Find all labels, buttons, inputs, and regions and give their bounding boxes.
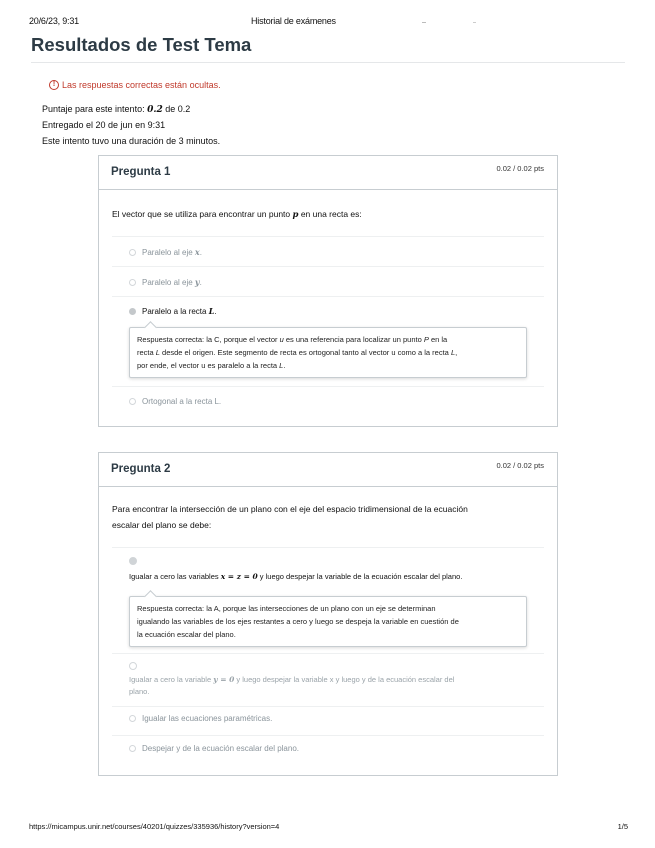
score-value: 0.2 [147, 105, 163, 115]
radio-button-selected[interactable] [129, 557, 137, 565]
answer-option[interactable] [112, 386, 544, 426]
feedback-line: por ende, el vector u es paralelo a la recta L. [137, 361, 286, 370]
feedback-line: recta L desde el origen. Este segmento de recta es ortogonal tanto al vector u como a la recta L, [137, 348, 458, 357]
answer-row [129, 744, 299, 753]
print-header [29, 16, 625, 30]
question-header [99, 453, 557, 487]
option-label: Igualar a cero la variable y = 0 y luego despejar la variable x y luego y de la ecuación escalar del plano. [129, 675, 455, 696]
question-text: El vector que se utiliza para encontrar un punto p en una recta es: [112, 209, 362, 220]
feedback-line: Respuesta correcta: la A, porque las intersecciones de un plano con un eje se determinan [137, 604, 436, 613]
radio-button[interactable] [129, 398, 136, 405]
header-mark [473, 22, 476, 23]
math-var: p [292, 210, 299, 220]
feedback-box [129, 596, 527, 647]
answer-option[interactable] [112, 236, 544, 266]
score-label: Puntaje para este intento: [42, 104, 148, 114]
option-label: Despejar y de la ecuación escalar del plano. [142, 744, 299, 753]
question-points: 0.02 / 0.02 pts [496, 461, 544, 470]
hidden-answers-notice [49, 80, 221, 90]
score-total: de 0.2 [162, 104, 191, 114]
question-title: Pregunta 1 [111, 166, 171, 178]
page-url: https://micampus.unir.net/courses/40201/quizzes/335936/history?version=4 [29, 822, 280, 831]
option-label: Paralelo al eje x. [142, 247, 202, 257]
option-label: Igualar las ecuaciones paramétricas. [142, 714, 273, 723]
question-title: Pregunta 2 [111, 463, 171, 475]
print-date: 20/6/23, 9:31 [29, 16, 79, 26]
radio-button[interactable] [129, 662, 137, 670]
radio-button[interactable] [129, 715, 136, 722]
duration-line: Este intento tuvo una duración de 3 minutos. [42, 136, 221, 146]
option-label: Paralelo al eje y. [142, 277, 202, 287]
page-title: Resultados de Test Tema [31, 34, 252, 55]
question-points: 0.02 / 0.02 pts [496, 164, 544, 173]
radio-button-selected[interactable] [129, 308, 136, 315]
warning-circle-icon: ! [49, 80, 59, 90]
radio-button[interactable] [129, 745, 136, 752]
option-label: Paralelo a la recta L. [142, 306, 217, 316]
divider [31, 62, 625, 63]
option-label: Igualar a cero las variables x = z = 0 y luego despejar la variable de la ecuación escalar del plano. [129, 572, 463, 581]
question-text: Para encontrar la intersección de un plano con el eje del espacio tridimensional de la ecuación escalar del plano se debe: [112, 504, 468, 530]
print-title: Historial de exámenes [251, 16, 336, 26]
feedback-line: la ecuación escalar del plano. [137, 630, 236, 639]
question-header [99, 156, 557, 190]
feedback-line: igualando las variables de los ejes restantes a cero y luego se despeja la variable en cuestión de [137, 617, 459, 626]
radio-button[interactable] [129, 279, 136, 286]
feedback-box [129, 327, 527, 378]
feedback-line: Respuesta correcta: la C, porque el vector u es una referencia para localizar un punto P en la [137, 335, 448, 344]
option-label: Ortogonal a la recta L. [142, 397, 222, 406]
header-mark [422, 22, 426, 23]
submitted-line: Entregado el 20 de jun en 9:31 [42, 120, 166, 130]
answer-option[interactable] [112, 266, 544, 296]
score-line [42, 104, 190, 115]
question-card [98, 155, 558, 427]
answer-row [129, 714, 272, 723]
answer-option[interactable] [112, 735, 544, 775]
radio-button[interactable] [129, 249, 136, 256]
page-number: 1/5 [617, 822, 628, 831]
notice-text: Las respuestas correctas están ocultas. [62, 80, 221, 90]
